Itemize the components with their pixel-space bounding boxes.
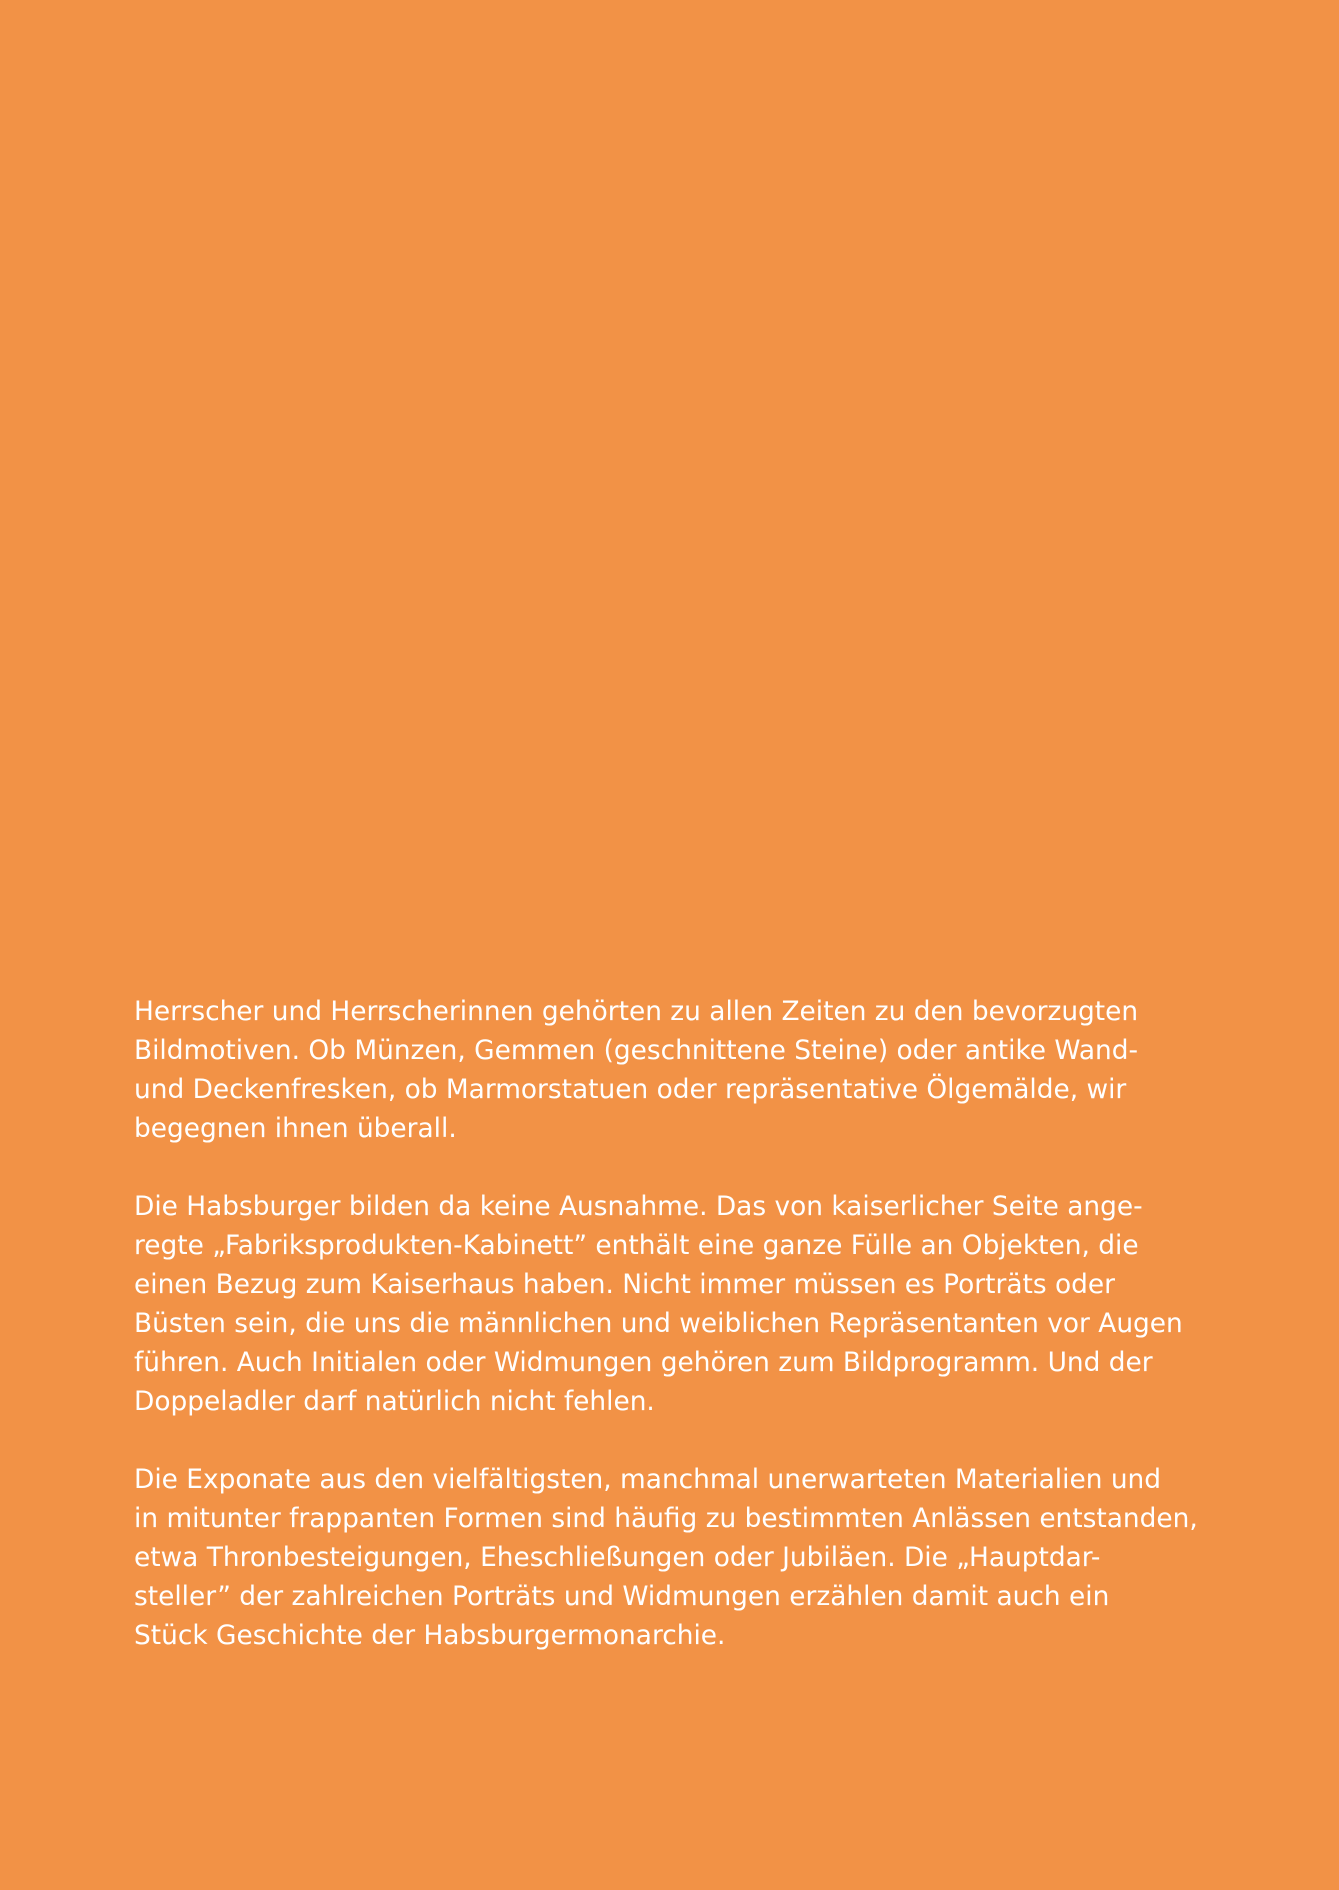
text-line: Die Habsburger bilden da keine Ausnahme. Das von kaiserlicher Seite ange-: [134, 1191, 1143, 1222]
text-line: Bildmotiven. Ob Münzen, Gemmen (geschnittene Steine) oder antike Wand-: [134, 1035, 1139, 1066]
paragraph-3: [134, 1460, 1244, 1655]
text-line: Stück Geschichte der Habsburgermonarchie.: [134, 1620, 726, 1651]
text-line: begegnen ihnen überall.: [134, 1113, 457, 1144]
text-line: Büsten sein, die uns die männlichen und weiblichen Repräsentanten vor Augen: [134, 1308, 1183, 1339]
paragraph-1: [134, 992, 1244, 1148]
text-line: etwa Thronbesteigungen, Eheschließungen oder Jubiläen. Die „Hauptdar-: [134, 1542, 1101, 1573]
text-line: regte „Fabriksprodukten-Kabinett” enthält eine ganze Fülle an Objekten, die: [134, 1230, 1139, 1261]
text-line: führen. Auch Initialen oder Widmungen gehören zum Bildprogramm. Und der: [134, 1347, 1153, 1378]
text-line: einen Bezug zum Kaiserhaus haben. Nicht immer müssen es Porträts oder: [134, 1269, 1115, 1300]
text-line: steller” der zahlreichen Porträts und Widmungen erzählen damit auch ein: [134, 1581, 1110, 1612]
text-line: Die Exponate aus den vielfältigsten, manchmal unerwarteten Materialien und: [134, 1464, 1162, 1495]
body-text: [134, 992, 1244, 1655]
text-line: in mitunter frappanten Formen sind häufig zu bestimmten Anlässen entstanden,: [134, 1503, 1198, 1534]
text-line: und Deckenfresken, ob Marmorstatuen oder repräsentative Ölgemälde, wir: [134, 1074, 1127, 1105]
paragraph-2: [134, 1187, 1244, 1421]
text-line: Herrscher und Herrscherinnen gehörten zu allen Zeiten zu den bevorzugten: [134, 996, 1139, 1027]
text-line: Doppeladler darf natürlich nicht fehlen.: [134, 1386, 655, 1417]
